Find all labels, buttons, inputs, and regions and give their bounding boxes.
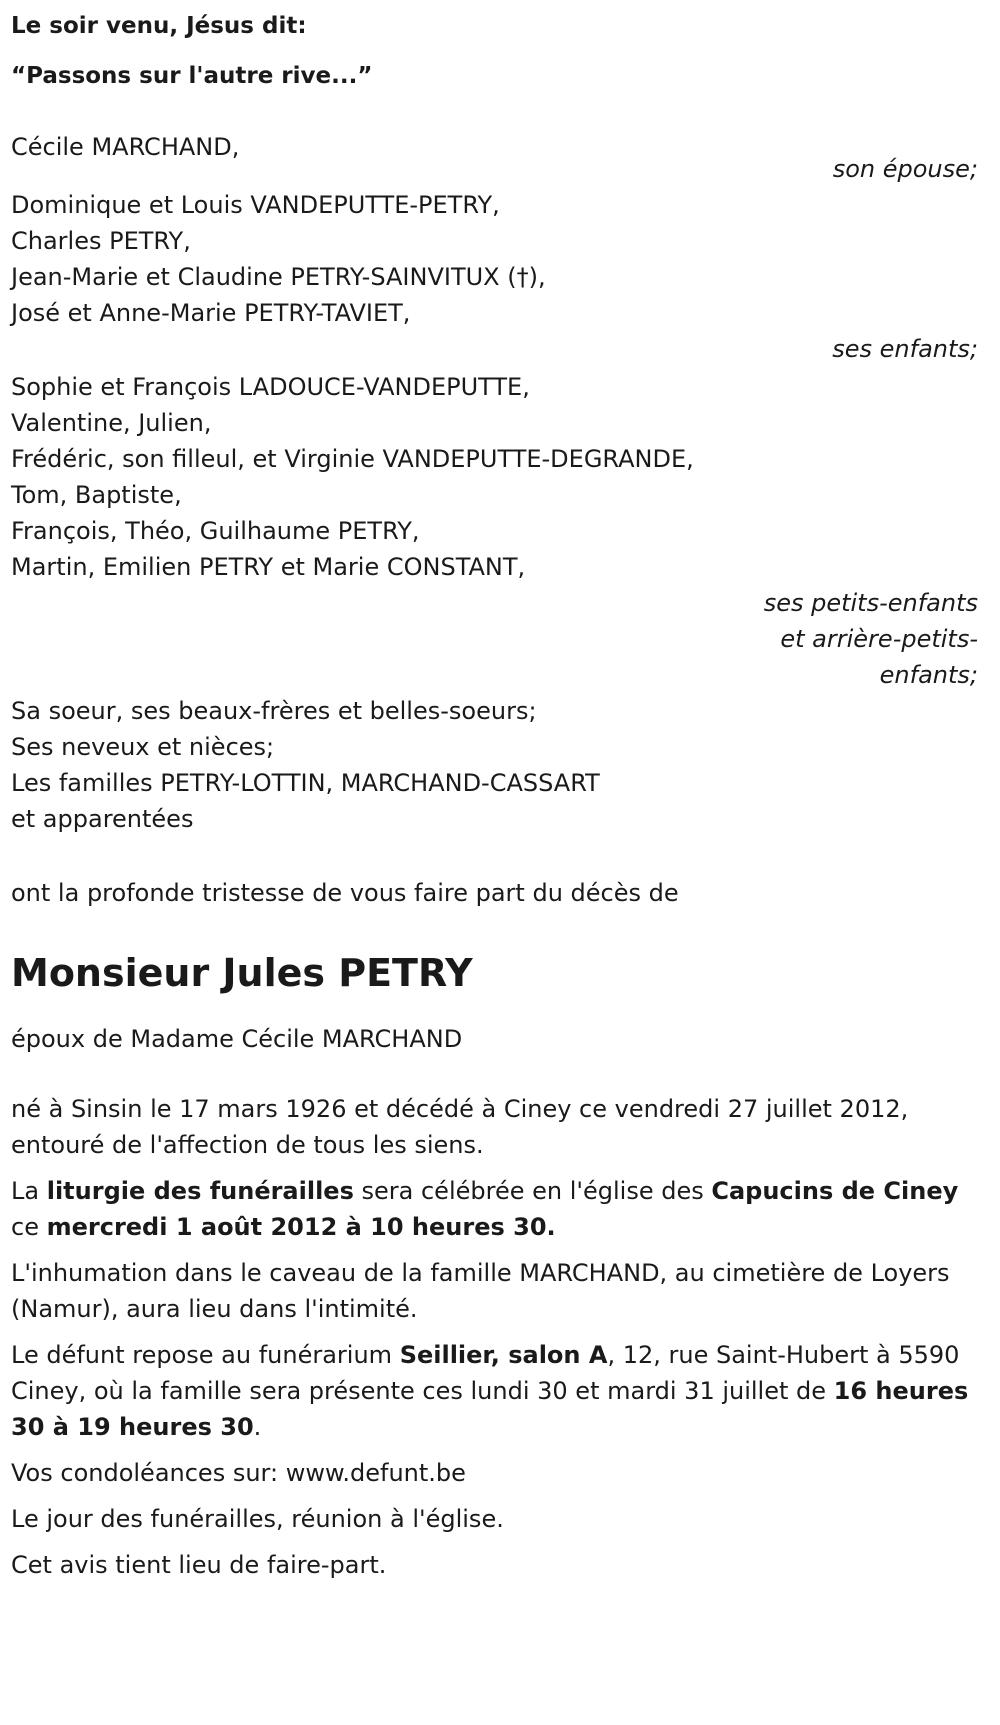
- spouse-of-line: époux de Madame Cécile MARCHAND: [11, 1025, 463, 1053]
- child-entry: Charles PETRY,: [11, 227, 191, 255]
- children-role: ses enfants;: [832, 335, 978, 363]
- grandchild-entry: Martin, Emilien PETRY et Marie CONSTANT,: [11, 553, 526, 581]
- church-name: Capucins de Ciney: [711, 1177, 959, 1205]
- viewing-hours: 16 heures 30 à 19 heures 30: [11, 1377, 969, 1441]
- liturgy-highlight: liturgie des funérailles: [46, 1177, 354, 1205]
- birth-death-paragraph: né à Sinsin le 17 mars 1926 et décédé à Ciney ce vendredi 27 juillet 2012, entouré de l'affection de tous les siens.: [11, 1095, 909, 1159]
- burial-paragraph: L'inhumation dans le caveau de la famille MARCHAND, au cimetière de Loyers (Namur), aura lieu dans l'intimité.: [11, 1259, 950, 1323]
- liturgy-paragraph: La liturgie des funérailles sera célébrée en l'église des Capucins de Ciney ce mercredi 1 août 2012 à 10 heures 30.: [11, 1177, 959, 1241]
- child-entry: Dominique et Louis VANDEPUTTE-PETRY,: [11, 191, 500, 219]
- relative-line: Ses neveux et nièces;: [11, 733, 275, 761]
- notice-line: Cet avis tient lieu de faire-part.: [11, 1551, 387, 1579]
- grandchild-entry: François, Théo, Guilhaume PETRY,: [11, 517, 420, 545]
- relative-line: Sa soeur, ses beaux-frères et belles-soeurs;: [11, 697, 537, 725]
- condolences-line: Vos condoléances sur: www.defunt.be: [11, 1459, 466, 1487]
- funeral-home-name: Seillier, salon A: [399, 1341, 608, 1369]
- announcement-text: ont la profonde tristesse de vous faire part du décès de: [11, 879, 679, 907]
- funeral-datetime: mercredi 1 août 2012 à 10 heures 30.: [46, 1213, 556, 1241]
- deceased-name: Monsieur Jules PETRY: [11, 951, 473, 995]
- child-entry: Jean-Marie et Claudine PETRY-SAINVITUX (†),: [11, 263, 546, 291]
- child-entry: José et Anne-Marie PETRY-TAVIET,: [11, 299, 411, 327]
- relative-line: Les familles PETRY-LOTTIN, MARCHAND-CASSART: [11, 769, 600, 797]
- grandchild-entry: Sophie et François LADOUCE-VANDEPUTTE,: [11, 373, 530, 401]
- grandchildren-role-line: ses petits-enfants: [763, 589, 978, 617]
- obituary-notice: [0, 1, 1000, 1725]
- viewing-paragraph: Le défunt repose au funérarium Seillier, salon A, 12, rue Saint-Hubert à 5590 Ciney, où la famille sera présente ces lundi 30 et mardi 31 juillet de 16 heures 30 à 19 heures 30.: [11, 1341, 969, 1441]
- children-section: [11, 187, 989, 331]
- other-relatives-section: [11, 693, 989, 837]
- meeting-line: Le jour des funérailles, réunion à l'église.: [11, 1505, 504, 1533]
- grandchild-entry: Tom, Baptiste,: [11, 481, 182, 509]
- quote-line-1: Le soir venu, Jésus dit:: [11, 13, 307, 39]
- spouse-role: son épouse;: [832, 155, 978, 183]
- relative-line: et apparentées: [11, 805, 194, 833]
- spouse-name: Cécile MARCHAND,: [11, 133, 240, 161]
- grandchildren-role-line: et arrière-petits-: [780, 625, 978, 653]
- grandchildren-section: [11, 369, 989, 585]
- grandchild-entry: Frédéric, son filleul, et Virginie VANDEPUTTE-DEGRANDE,: [11, 445, 694, 473]
- grandchild-entry: Valentine, Julien,: [11, 409, 212, 437]
- quote-line-2: “Passons sur l'autre rive...”: [11, 63, 373, 89]
- grandchildren-role-line: enfants;: [879, 661, 978, 689]
